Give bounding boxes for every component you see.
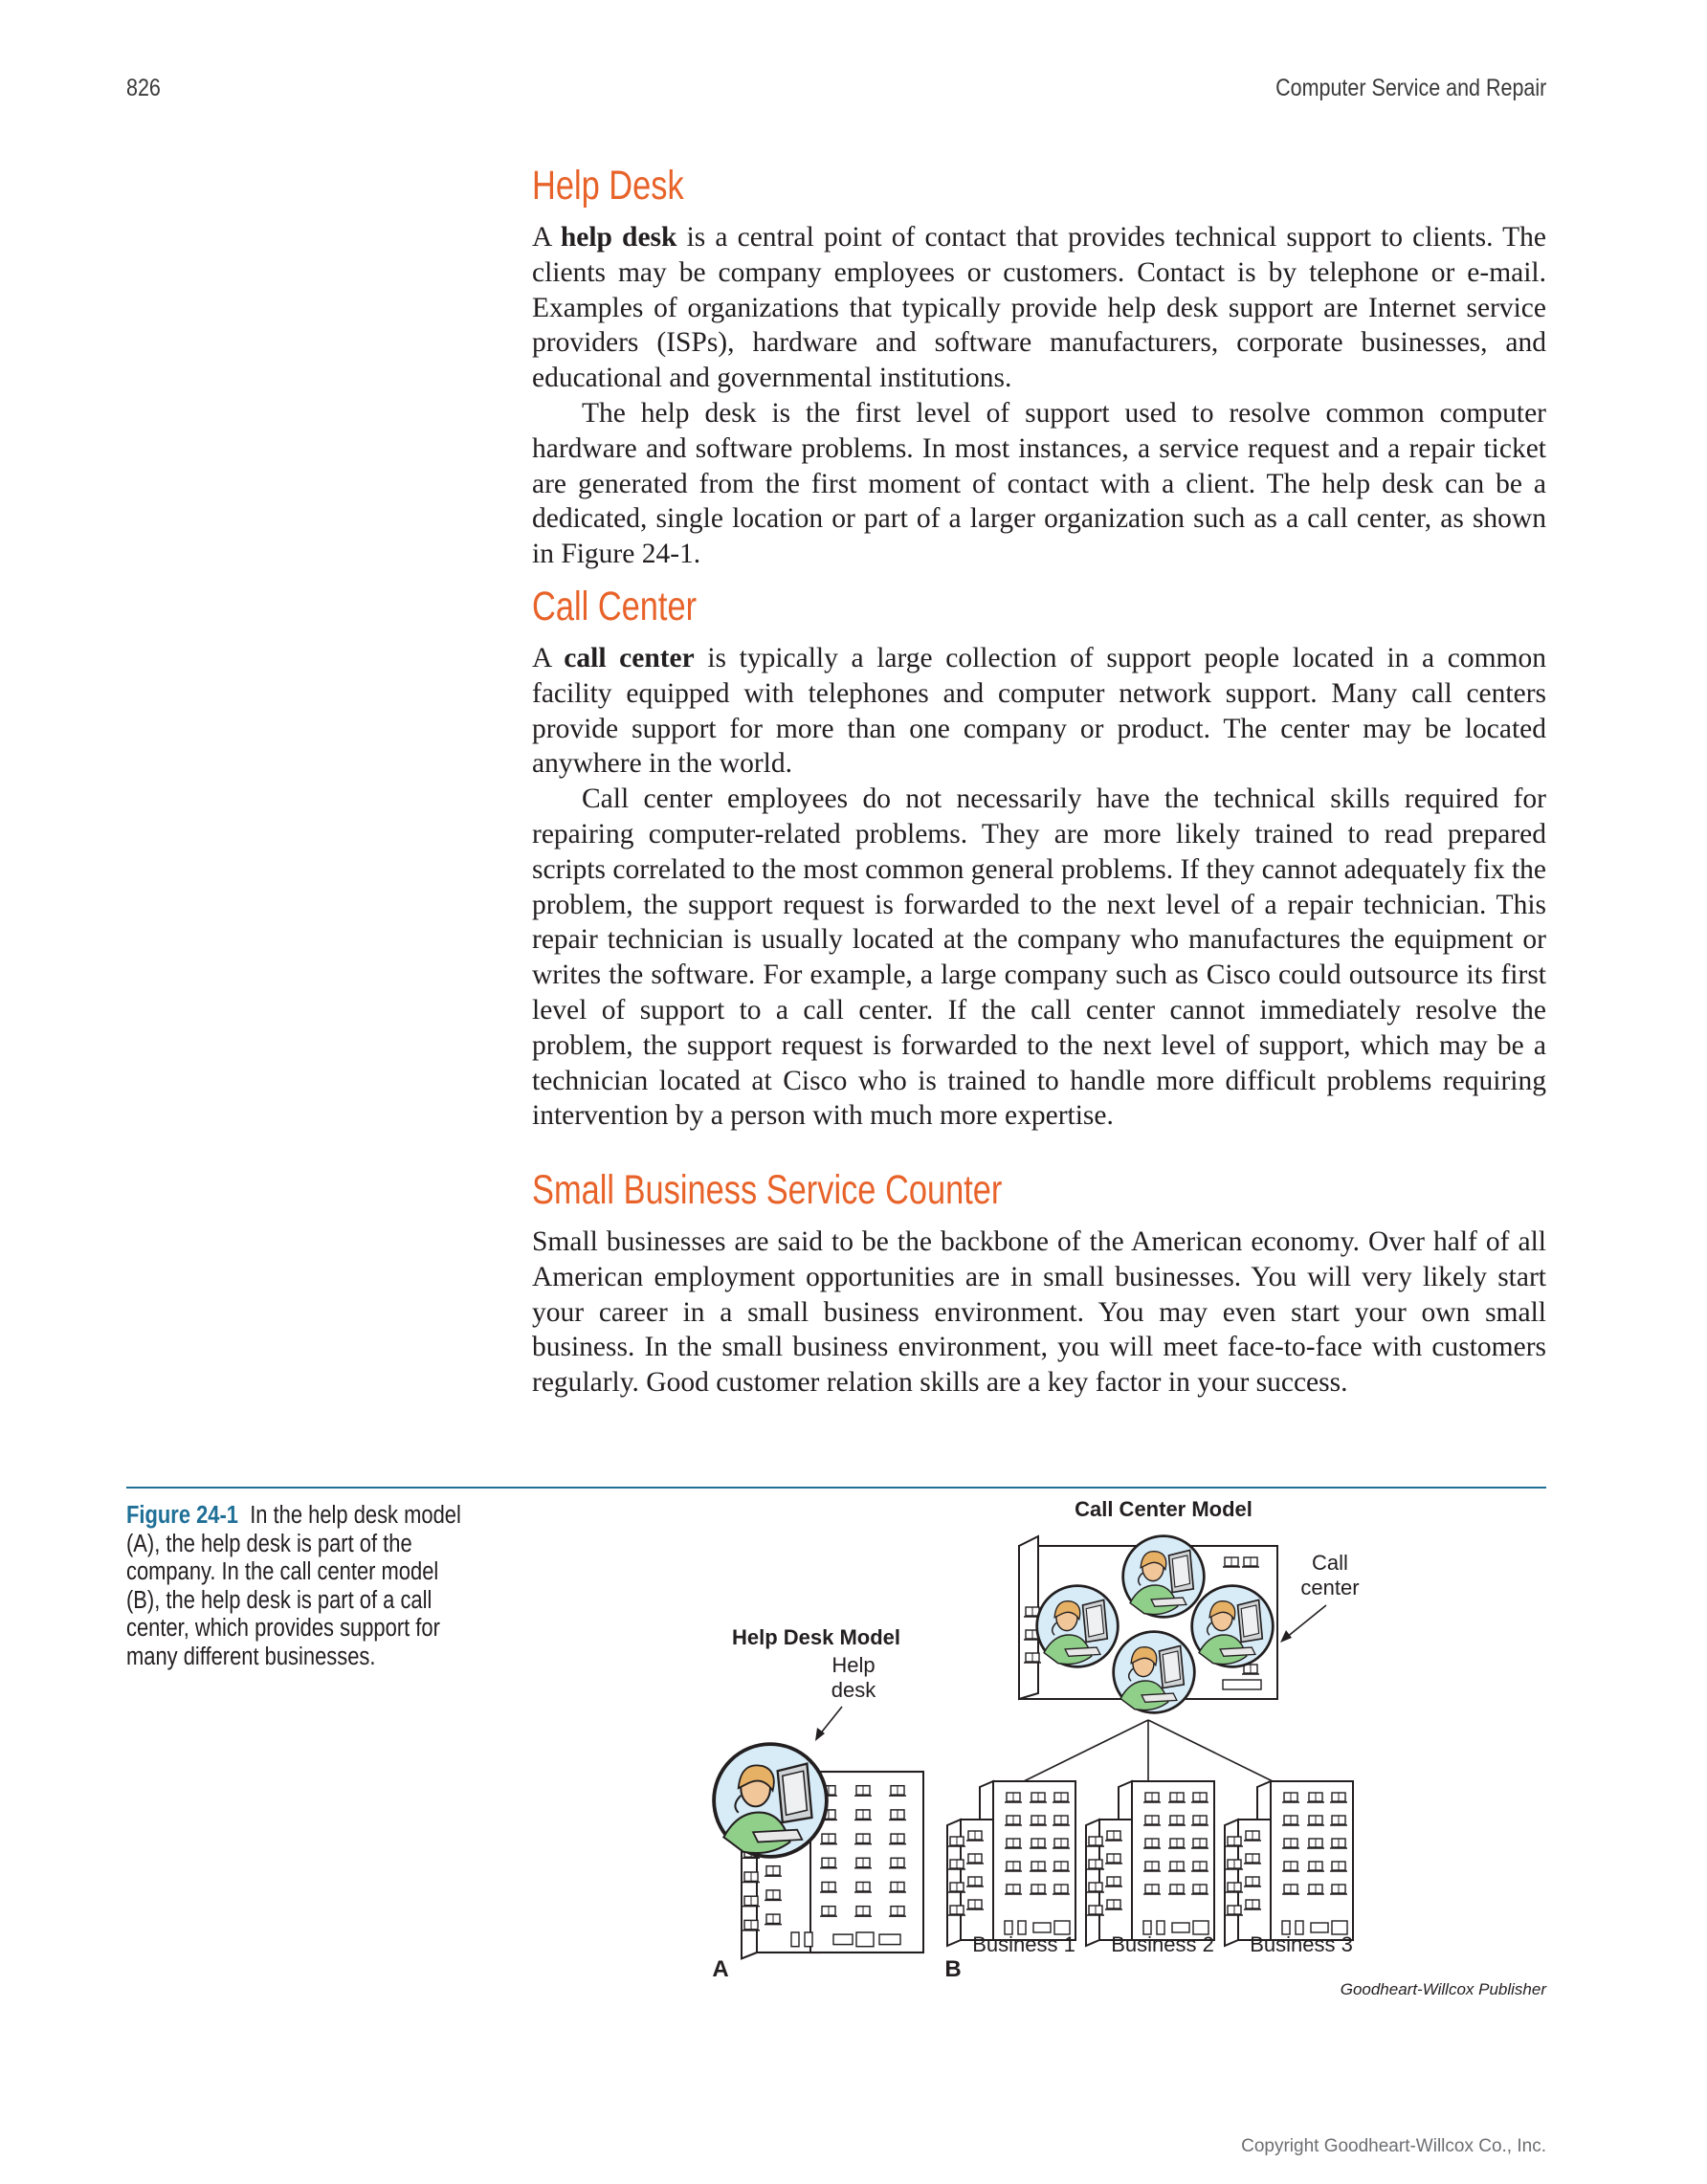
text-run: is typically a large collection of support people located in a common facility equipped with telephones and computer network support. Many call centers provide support for more than one company or product. The center may be located anywhere in the world. bbox=[532, 643, 1546, 780]
call-center-agent-icon-bottom bbox=[1114, 1632, 1195, 1713]
text-run: A bbox=[532, 643, 565, 673]
label-business-2: Business 2 bbox=[1111, 1932, 1214, 1956]
help-desk-arrow bbox=[819, 1707, 842, 1735]
figure-title-help-desk-model: Help Desk Model bbox=[731, 1625, 901, 1649]
label-help-desk-line-2: desk bbox=[831, 1678, 876, 1702]
label-call-center-line-1: Call bbox=[1312, 1551, 1348, 1575]
call-center-paragraph-2: Call center employees do not necessarily have the technical skills required for repairing computer-related problems. They are more likely trained to read prepared scripts correlated to the most common general problems. If they cannot adequately fix the problem, the support request is forwarded to the next level of a repair technician. This repair technician is usually located at the company who manufactures the equipment or writes the software. For example, a large company such as Cisco could outsource its first level of support to a call center. If the call center cannot immediately resolve the problem, the support request is forwarded to the next level of support, which may be a technician located at Cisco who is trained to handle more difficult problems requiring intervention by a person with much more expertise. bbox=[532, 783, 1547, 1132]
copyright-footer: Copyright Goodheart-Willcox Co., Inc. bbox=[1241, 2136, 1546, 2156]
business-1-building bbox=[947, 1781, 1075, 1946]
figure-label: Figure 24-1 bbox=[126, 1502, 239, 1529]
figure-credit: Goodheart-Willcox Publisher bbox=[1340, 1980, 1546, 1998]
call-center-agent-icon-top bbox=[1123, 1536, 1205, 1618]
panel-label-a: A bbox=[712, 1956, 729, 1982]
figure-title-call-center-model: Call Center Model bbox=[1075, 1497, 1253, 1521]
label-business-3: Business 3 bbox=[1250, 1932, 1353, 1956]
heading-help-desk: Help Desk bbox=[532, 163, 684, 209]
help-desk-paragraph-2: The help desk is the first level of support used to resolve common computer hardware and software problems. In most instances, a service request and a repair ticket are generated from the first moment of contact with a client. The help desk can be a dedicated, single location or part of a larger organization such as a call center, as shown in Figure 24-1. bbox=[532, 397, 1546, 570]
call-center-agent-icon-right bbox=[1192, 1586, 1274, 1667]
call-center-arrowhead bbox=[1280, 1630, 1292, 1643]
call-center-agent-icon-left bbox=[1037, 1586, 1119, 1667]
heading-call-center: Call Center bbox=[532, 584, 698, 629]
business-3-building bbox=[1225, 1781, 1353, 1946]
panel-label-b: B bbox=[944, 1956, 962, 1982]
small-business-paragraph: Small businesses are said to be the backbone of the American economy. Over half of all American employment opportunities are in small businesses. You will very likely start your career in a small business environment. You may even start your own small business. In the small business environment, you will meet face-to-face with customers regularly. Good customer relation skills are a key factor in your success. bbox=[532, 1226, 1546, 1399]
link-line-business-1 bbox=[1024, 1720, 1148, 1781]
heading-small-business: Small Business Service Counter bbox=[532, 1167, 1003, 1213]
business-2-building bbox=[1086, 1781, 1214, 1946]
label-help-desk-line-1: Help bbox=[831, 1653, 876, 1677]
text-run: is a central point of contact that provides technical support to clients. The clients may be company employees or customers. Contact is by telephone or e-mail. Examples of organizations that typically provide help desk support are Internet service providers (ISPs), hardware and software manufacturers, corporate businesses, and educational and governmental institutions. bbox=[532, 222, 1546, 394]
label-business-1: Business 1 bbox=[972, 1932, 1075, 1956]
call-center-arrow bbox=[1286, 1605, 1326, 1638]
term-help-desk: help desk bbox=[560, 222, 677, 253]
page-number: 826 bbox=[126, 75, 161, 101]
help-desk-agent-icon bbox=[714, 1744, 827, 1857]
term-call-center: call center bbox=[564, 643, 695, 673]
link-line-business-3 bbox=[1148, 1720, 1273, 1781]
running-title: Computer Service and Repair bbox=[1275, 75, 1546, 101]
label-call-center-line-2: center bbox=[1300, 1576, 1360, 1599]
text-run: A bbox=[532, 222, 561, 253]
figure-caption-text: In the help desk model (A), the help desk is part of the company. In the call center model (B), the help desk is part of a call center, which provides support for many different businesses. bbox=[126, 1502, 461, 1670]
